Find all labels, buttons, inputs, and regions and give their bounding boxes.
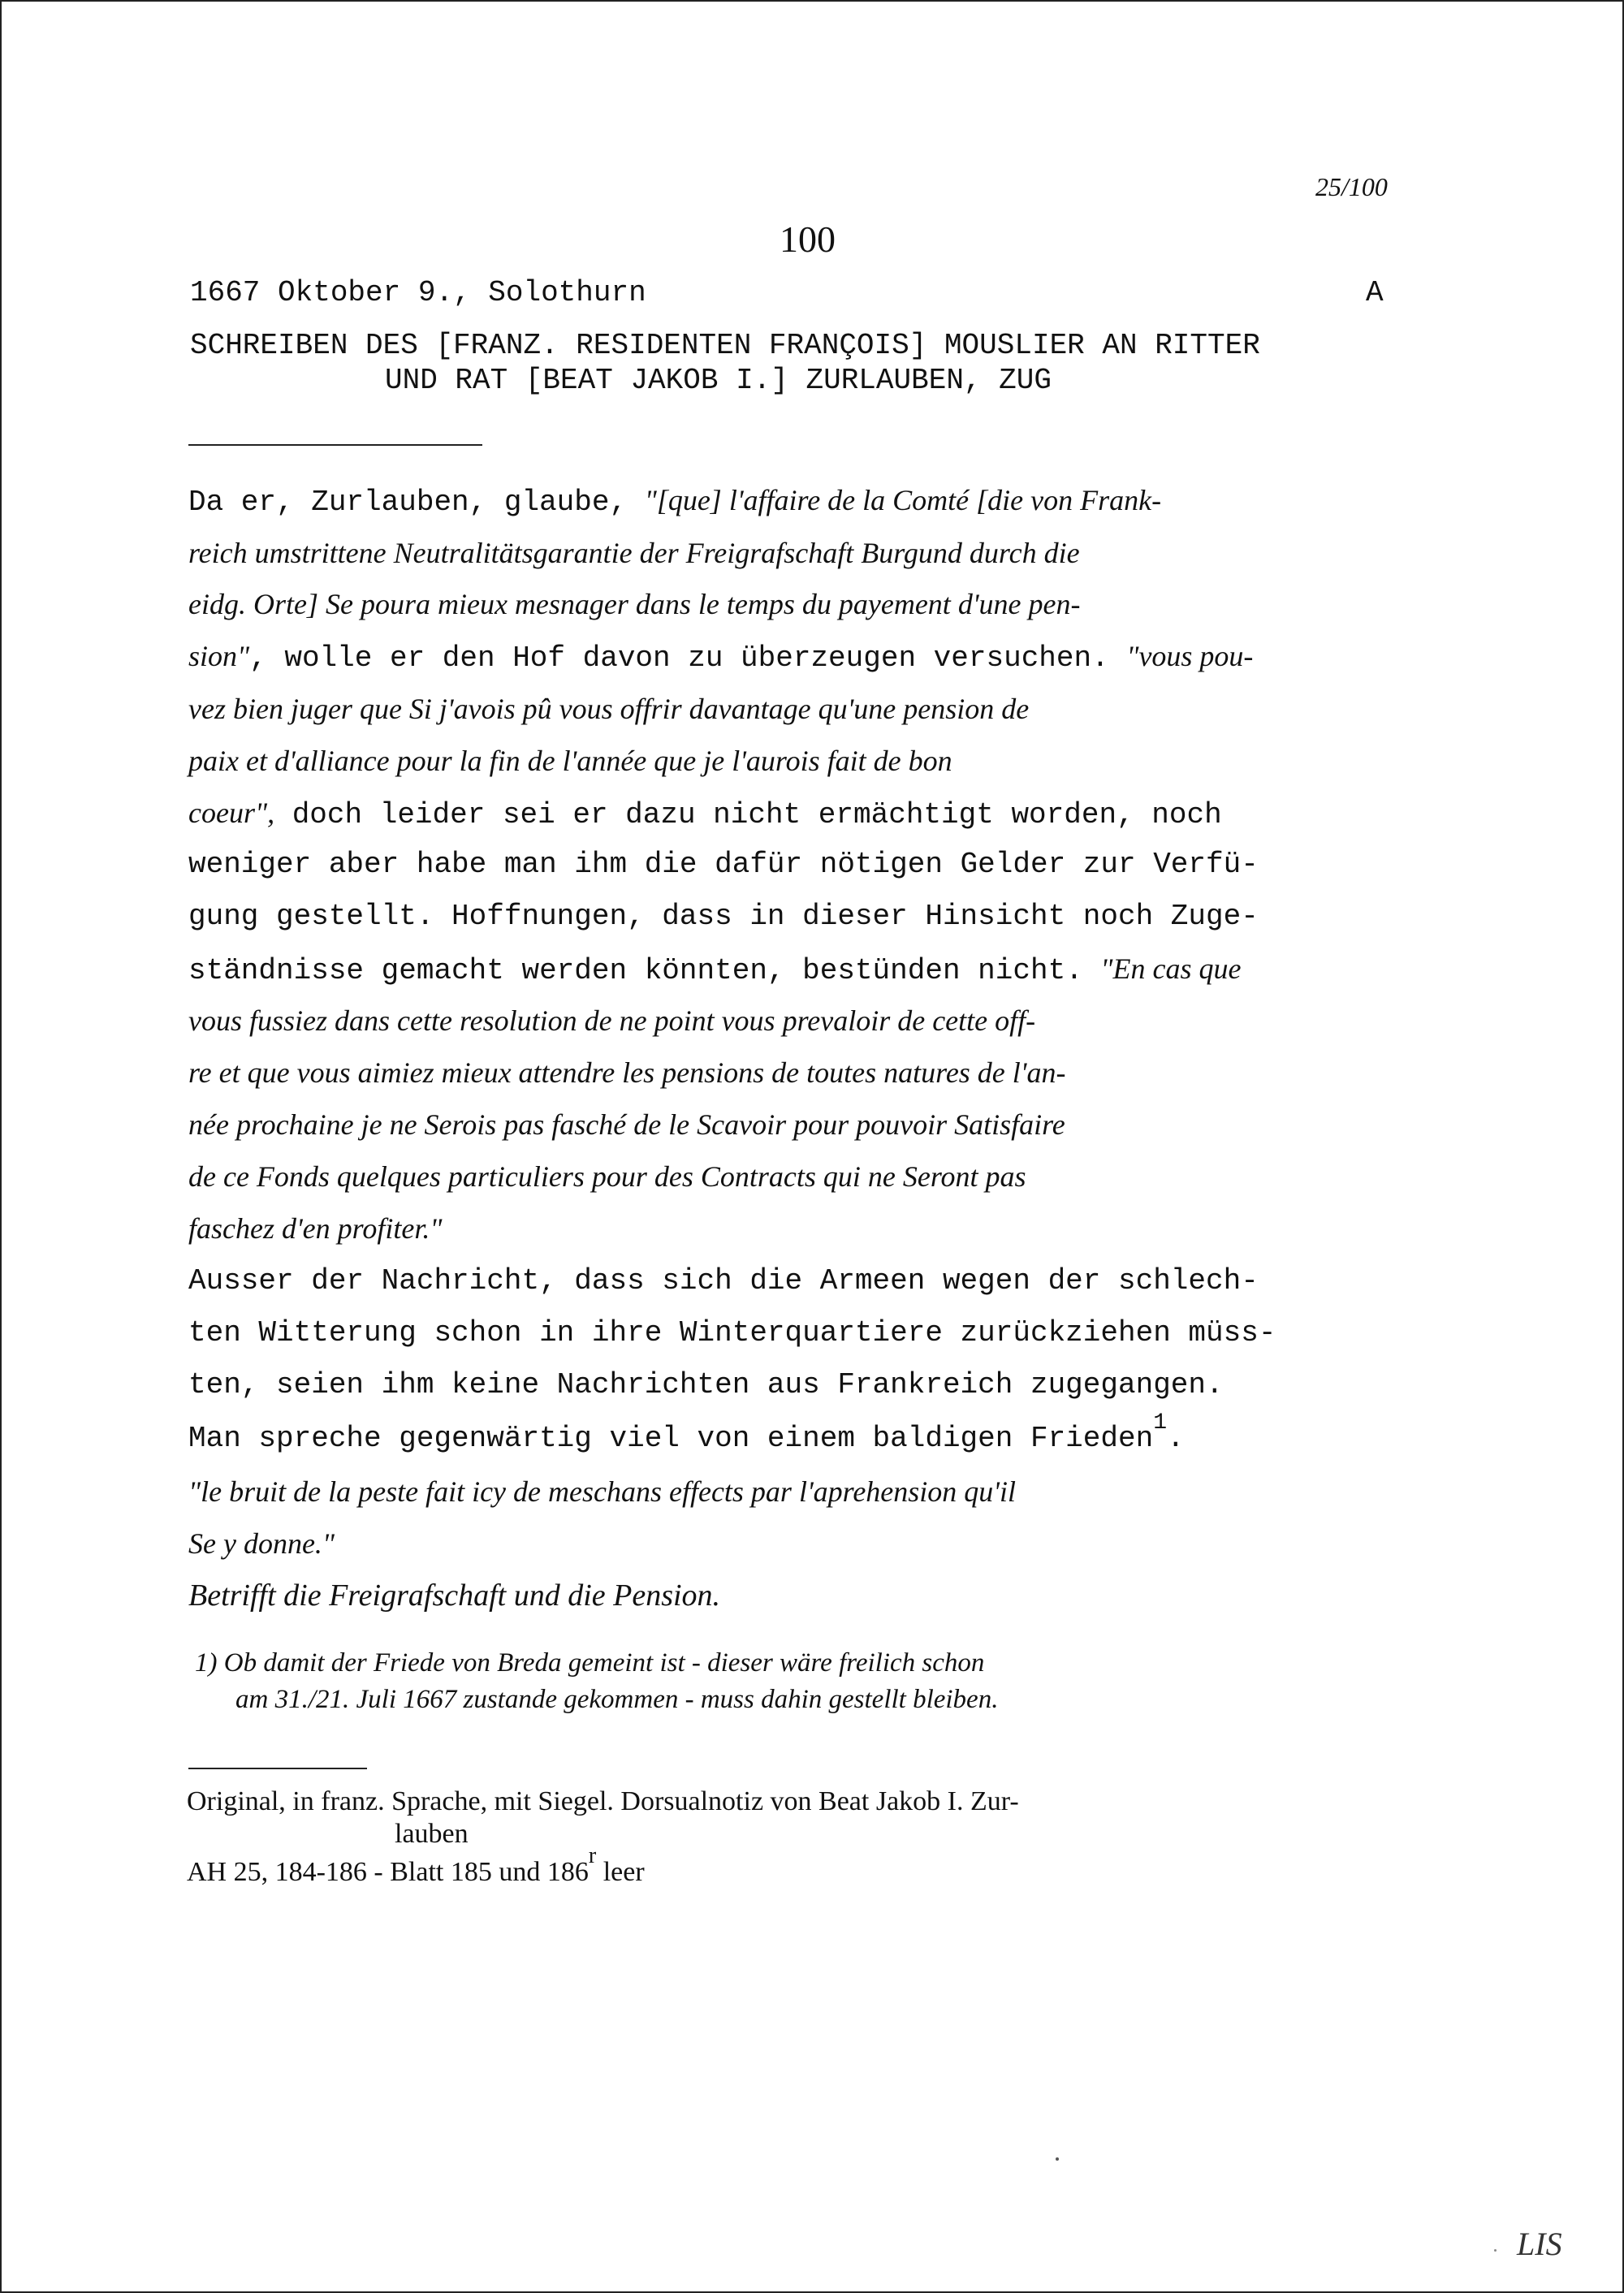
body-text: doch leider sei er dazu nicht ermächtigt worden, noch	[274, 798, 1222, 831]
body-line-16: Ausser der Nachricht, dass sich die Armeen wegen der schlech-	[188, 1264, 1259, 1298]
footnote-ref: 1	[1153, 1410, 1168, 1436]
date-place: 1667 Oktober 9., Solothurn	[190, 276, 646, 309]
scan-speck	[1494, 2249, 1497, 2252]
body-line-4	[188, 641, 1253, 673]
body-line-15: faschez d'en profiter."	[188, 1212, 443, 1245]
quoted-text: "En cas que	[1100, 952, 1242, 985]
body-line-10	[188, 954, 1241, 986]
quoted-text: "[que] l'affaire de la Comté [die von Frank-	[644, 484, 1162, 516]
body-line-11: vous fussiez dans cette resolution de ne point vous prevaloir de cette off-	[188, 1004, 1036, 1037]
body-line-21: Se y donne."	[188, 1527, 335, 1560]
body-line-1	[188, 486, 1161, 517]
document-type-letter: A	[1366, 276, 1384, 309]
source-line-3	[187, 1843, 645, 1888]
recto-mark: r	[588, 1843, 597, 1868]
body-text: Man spreche gegenwärtig viel von einem baldigen Frieden	[188, 1422, 1154, 1455]
title-line-2: UND RAT [BEAT JAKOB I.] ZURLAUBEN, ZUG	[385, 364, 1052, 397]
body-line-19	[188, 1410, 1185, 1455]
footnote-line-1: 1) Ob damit der Friede von Breda gemeint ist - dieser wäre freilich schon	[195, 1648, 985, 1678]
archive-reference: 25/100	[1315, 172, 1388, 201]
body-line-8: weniger aber habe man ihm die dafür nötigen Gelder zur Verfü-	[188, 848, 1259, 881]
body-text-end: .	[1167, 1422, 1185, 1455]
body-line-18: ten, seien ihm keine Nachrichten aus Frankreich zugegangen.	[188, 1368, 1224, 1401]
quoted-text: coeur",	[188, 797, 275, 829]
body-line-17: ten Witterung schon in ihre Winterquartiere zurückziehen müss-	[188, 1316, 1276, 1349]
body-line-7	[188, 798, 1222, 830]
body-line-12: re et que vous aimiez mieux attendre les pensions de toutes natures de l'an-	[188, 1056, 1066, 1089]
quoted-text: "vous pou-	[1126, 640, 1254, 672]
body-text: , wolle er den Hof davon zu überzeugen versuchen.	[249, 641, 1127, 675]
source-text: AH 25, 184-186 - Blatt 185 und 186	[187, 1857, 589, 1887]
source-line-1: Original, in franz. Sprache, mit Siegel. Dorsualnotiz von Beat Jakob I. Zur-	[187, 1786, 1019, 1816]
body-line-20: "le bruit de la peste fait icy de meschans effects par l'aprehension qu'il	[188, 1475, 1016, 1508]
title-line-1: SCHREIBEN DES [FRANZ. RESIDENTEN FRANÇOIS] MOUSLIER AN RITTER	[190, 329, 1260, 362]
body-line-2: reich umstrittene Neutralitätsgarantie der Freigrafschaft Burgund durch die	[188, 537, 1080, 569]
header-rule	[188, 444, 482, 446]
source-line-2: lauben	[395, 1819, 469, 1849]
body-line-5: vez bien juger que Si j'avois pû vous offrir davantage qu'une pension de	[188, 693, 1030, 725]
footnote-line-2: am 31./21. Juli 1667 zustande gekommen - muss dahin gestellt bleiben.	[235, 1685, 999, 1714]
body-line-9: gung gestellt. Hoffnungen, dass in dieser Hinsicht noch Zuge-	[188, 900, 1259, 933]
body-text: ständnisse gemacht werden könnten, bestünden nicht.	[188, 954, 1101, 987]
body-line-3: eidg. Orte] Se poura mieux mesnager dans le temps du payement d'une pen-	[188, 588, 1081, 620]
body-line-6: paix et d'alliance pour la fin de l'année que je l'aurois fait de bon	[188, 745, 952, 777]
handwritten-page-mark: LIS	[1517, 2226, 1562, 2262]
scan-speck	[1056, 2157, 1059, 2161]
body-text: Da er, Zurlauben, glaube,	[188, 486, 645, 519]
body-line-14: de ce Fonds quelques particuliers pour des Contracts qui ne Seront pas	[188, 1160, 1026, 1193]
document-number: 100	[780, 218, 836, 260]
source-text-end: leer	[596, 1857, 645, 1887]
quoted-text: sion"	[188, 640, 250, 672]
summary-line: Betrifft die Freigrafschaft und die Pension.	[188, 1578, 721, 1613]
footnote-rule	[188, 1768, 367, 1769]
body-line-13: née prochaine je ne Serois pas fasché de le Scavoir pour pouvoir Satisfaire	[188, 1108, 1065, 1141]
